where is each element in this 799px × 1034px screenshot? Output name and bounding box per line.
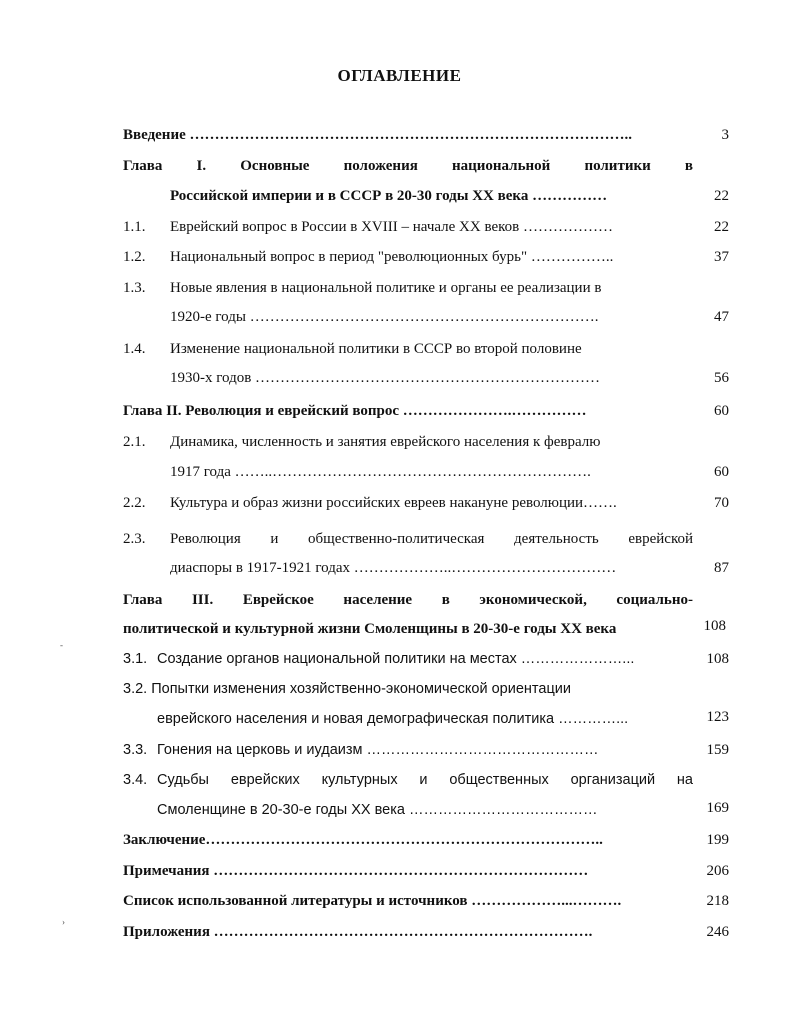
page-number: 108: [703, 618, 726, 634]
page-number: 108: [706, 651, 729, 667]
toc-entry-appendix: Приложения ………………………………………………………………….: [123, 924, 593, 940]
section-title: Судьбы еврейских культурных и общественных организаций на: [157, 772, 693, 788]
scan-mark: ›: [62, 917, 65, 927]
toc-entry-2-3-cont: диаспоры в 1917-1921 годах ………………..……………………………: [170, 560, 617, 576]
section-title: Создание органов национальной политики на местах …………………...: [157, 651, 635, 667]
toc-entry-2-2: [123, 492, 693, 514]
toc-entry-sources: Список использованной литературы и источников ………………...……….: [123, 893, 622, 909]
toc-entry-2-3: [123, 528, 693, 550]
page-number: 159: [706, 742, 729, 758]
page-title: ОГЛАВЛЕНИЕ: [337, 66, 462, 85]
section-title: Динамика, численность и занятия еврейского населения к февралю: [170, 434, 601, 450]
toc-entry-chapter-3: Глава III. Еврейское население в экономической, социально-: [123, 592, 693, 608]
section-title: Изменение национальной политики в СССР во второй половине: [170, 341, 582, 357]
section-number: 2.2.: [123, 495, 146, 511]
section-number: 3.1.: [123, 651, 148, 667]
section-title: Гонения на церковь и иудаизм …………………………………………: [157, 742, 599, 758]
toc-entry-3-3: [123, 739, 693, 761]
page-number: 37: [714, 249, 729, 265]
section-number: 1.4.: [123, 341, 146, 357]
page-number: 123: [706, 709, 729, 725]
toc-entry-chapter-2: Глава II. Революция и еврейский вопрос ………………….……………: [123, 403, 587, 419]
toc-entry-1-1: [123, 216, 693, 238]
toc-entry-3-4: [123, 769, 693, 791]
toc-entry-1-3: [123, 277, 693, 299]
page-number: 218: [706, 893, 729, 909]
page-number: 70: [714, 495, 729, 511]
section-title: Революция и общественно-политическая деятельность еврейской: [170, 531, 693, 547]
toc-entry-2-1-cont: 1917 года ……..……………………………………………………….: [170, 464, 591, 480]
section-title: Еврейский вопрос в России в XVIII – начале XX веков ………………: [170, 219, 613, 235]
toc-entry-3-4-cont: Смоленщине в 20-30-е годы XX века …………………………………: [157, 802, 598, 818]
page-number: 87: [714, 560, 729, 576]
section-number: 3.3.: [123, 742, 148, 758]
scan-mark: -: [60, 640, 63, 650]
toc-entry-intro: Введение ……………………………………………………………………………..: [123, 127, 633, 143]
toc-entry-chapter-1: Глава I. Основные положения национальной политики в: [123, 158, 693, 174]
section-number: 1.2.: [123, 249, 146, 265]
toc-entry-notes: Примечания …………………………………………………………………: [123, 863, 589, 879]
section-title: Национальный вопрос в период "революционных бурь" ……………..: [170, 249, 614, 265]
page-number: 60: [714, 464, 729, 480]
page-number: 47: [714, 309, 729, 325]
toc-entry-1-3-cont: 1920-е годы …………………………………………………………….: [170, 309, 599, 325]
toc-entry-3-2-cont: еврейского населения и новая демографическая политика …………...: [157, 711, 629, 727]
section-title: Новые явления в национальной политике и органы ее реализации в: [170, 280, 602, 296]
toc-entry-1-2: [123, 246, 693, 268]
toc-entry-3-1: [123, 648, 693, 670]
page-number: 22: [714, 188, 729, 204]
toc-entry-1-4: [123, 338, 693, 360]
toc-entry-1-4-cont: 1930-х годов ……………………………………………………………: [170, 370, 601, 386]
toc-entry-chapter-1-cont: Российской империи и в СССР в 20-30 годы XX века ……………: [170, 188, 608, 204]
toc-entry-chapter-3-cont: политической и культурной жизни Смоленщины в 20-30-е годы XX века: [123, 621, 617, 637]
page-number: 56: [714, 370, 729, 386]
section-number: 2.1.: [123, 434, 146, 450]
section-number: 2.3.: [123, 531, 146, 547]
toc-entry-conclusion: Заключение……………………………………………………………………..: [123, 832, 603, 848]
page-number: 206: [706, 863, 729, 879]
toc-entry-2-1: [123, 431, 693, 453]
page-number: 60: [714, 403, 729, 419]
section-number: 1.1.: [123, 219, 146, 235]
page-number: 199: [706, 832, 729, 848]
page-number: 22: [714, 219, 729, 235]
section-title: Культура и образ жизни российских евреев накануне революции…….: [170, 495, 617, 511]
section-number: 1.3.: [123, 280, 146, 296]
section-number: 3.4.: [123, 772, 148, 788]
toc-entry-3-2: 3.2. Попытки изменения хозяйственно-экономической ориентации: [123, 681, 571, 697]
page-number: 3: [721, 127, 729, 143]
page-number: 169: [706, 800, 729, 816]
page-number: 246: [706, 924, 729, 940]
